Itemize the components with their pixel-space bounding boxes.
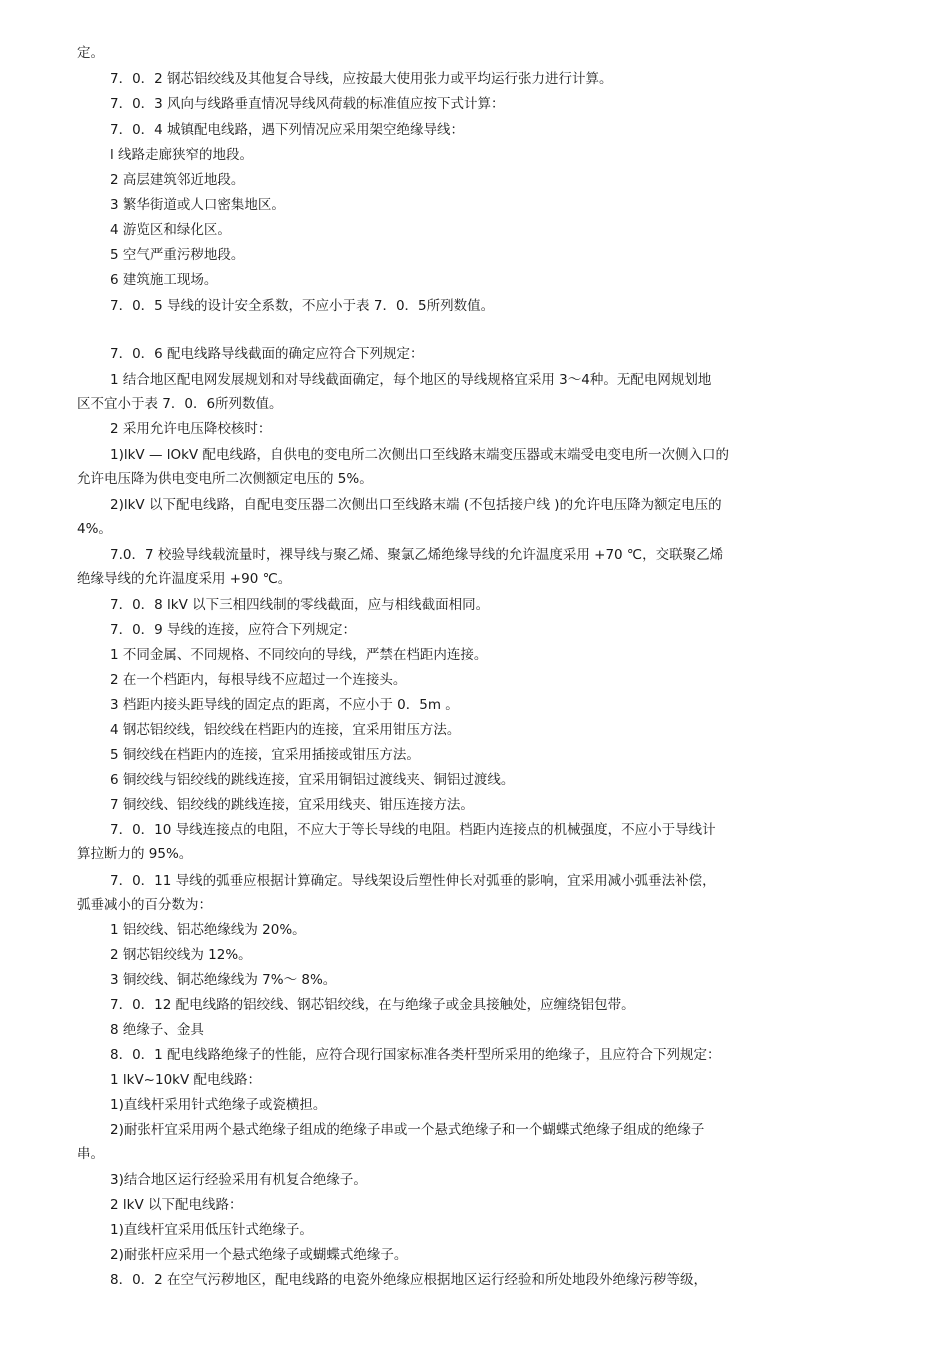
list-item: 7 铜绞线、铝绞线的跳线连接，宜采用线夹、钳压连接方法。 bbox=[110, 797, 474, 813]
text-line: 算拉断力的 95%。 bbox=[77, 846, 193, 862]
list-item: 2 lkV 以下配电线路： bbox=[110, 1197, 243, 1213]
list-item: 4 钢芯铝绞线，铝绞线在档距内的连接，宜采用钳压方法。 bbox=[110, 722, 461, 738]
list-item: 1 铝绞线、铝芯绝缘线为 20%。 bbox=[110, 922, 306, 938]
list-item: 3 档距内接头距导线的固定点的距离，不应小于 0．5m 。 bbox=[110, 697, 459, 713]
text-line: 1 结合地区配电网发展规划和对导线截面确定，每个地区的导线规格宜采用 3～4种。无配电网规划地 bbox=[110, 372, 712, 388]
list-item: 4 游览区和绿化区。 bbox=[110, 222, 231, 238]
list-item: 6 铜绞线与铝绞线的跳线连接，宜采用铜铝过渡线夹、铜铝过渡线。 bbox=[110, 772, 515, 788]
list-item: 1)直线杆宜采用低压针式绝缘子。 bbox=[110, 1222, 313, 1238]
text-line: 2)lkV 以下配电线路，自配电变压器二次侧出口至线路末端 (不包括接户线 )的允许电压降为额定电压的 bbox=[110, 497, 722, 513]
clause-7-0-8: 7．0．8 lkV 以下三相四线制的零线截面，应与相线截面相同。 bbox=[110, 597, 490, 613]
clause-8-0-2: 8．0．2 在空气污秽地区，配电线路的电瓷外绝缘应根据地区运行经验和所处地段外绝缘污秽等级， bbox=[110, 1272, 708, 1288]
list-item: 2 钢芯铝绞线为 12%。 bbox=[110, 947, 252, 963]
text-line: 4%。 bbox=[77, 521, 112, 537]
list-item: 6 建筑施工现场。 bbox=[110, 272, 218, 288]
clause-7-0-2: 7．0．2 钢芯铝绞线及其他复合导线，应按最大使用张力或平均运行张力进行计算。 bbox=[110, 71, 613, 87]
text-line: 允许电压降为供电变电所二次侧额定电压的 5%。 bbox=[77, 471, 373, 487]
list-item: 2)耐张杆宜采用两个悬式绝缘子组成的绝缘子串或一个悬式绝缘子和一个蝴蝶式绝缘子组成的绝缘子 bbox=[110, 1122, 705, 1138]
list-item: 2)耐张杆应采用一个悬式绝缘子或蝴蝶式绝缘子。 bbox=[110, 1247, 408, 1263]
list-item: 2 高层建筑邻近地段。 bbox=[110, 172, 245, 188]
clause-7-0-7: 7.0．7 校验导线载流量时，裸导线与聚乙烯、聚氯乙烯绝缘导线的允许温度采用 +70 ℃，交联聚乙烯 bbox=[110, 547, 724, 563]
text-line: 弧垂减小的百分数为： bbox=[77, 897, 212, 913]
list-item: 1 不同金属、不同规格、不同绞向的导线，严禁在档距内连接。 bbox=[110, 647, 488, 663]
text-line: 串。 bbox=[77, 1146, 104, 1162]
clause-7-0-5: 7．0．5 导线的设计安全系数，不应小于表 7．0．5所列数值。 bbox=[110, 298, 495, 314]
list-item: 2 在一个档距内，每根导线不应超过一个连接头。 bbox=[110, 672, 407, 688]
text-line: 1)lkV — lOkV 配电线路，自供电的变电所二次侧出口至线路末端变压器或末端受电变电所一次侧入口的 bbox=[110, 447, 729, 463]
clause-7-0-4: 7．0．4 城镇配电线路，遇下列情况应采用架空绝缘导线： bbox=[110, 122, 465, 138]
list-item: 3 繁华街道或人口密集地区。 bbox=[110, 197, 285, 213]
clause-7-0-12: 7．0．12 配电线路的铝绞线、钢芯铝绞线，在与绝缘子或金具接触处，应缠绕铝包带。 bbox=[110, 997, 635, 1013]
clause-8-0-1: 8．0．1 配电线路绝缘子的性能，应符合现行国家标准各类杆型所采用的绝缘子，且应符合下列规定： bbox=[110, 1047, 721, 1063]
list-item: 3)结合地区运行经验采用有机复合绝缘子。 bbox=[110, 1172, 367, 1188]
list-item: 2 采用允许电压降校核时： bbox=[110, 421, 272, 437]
section-heading: 8 绝缘子、金具 bbox=[110, 1022, 204, 1038]
list-item: l 线路走廊狭窄的地段。 bbox=[110, 147, 254, 163]
clause-7-0-9: 7．0．9 导线的连接，应符合下列规定： bbox=[110, 622, 357, 638]
text-line: 区不宜小于表 7．0．6所列数值。 bbox=[77, 396, 283, 412]
list-item: 1)直线杆采用针式绝缘子或瓷横担。 bbox=[110, 1097, 327, 1113]
list-item: 5 空气严重污秽地段。 bbox=[110, 247, 245, 263]
text-line: 绝缘导线的允许温度采用 +90 ℃。 bbox=[77, 571, 292, 587]
list-item: 3 铜绞线、铜芯绝缘线为 7%～ 8%。 bbox=[110, 972, 337, 988]
clause-7-0-6: 7．0．6 配电线路导线截面的确定应符合下列规定： bbox=[110, 346, 424, 362]
list-item: 5 铜绞线在档距内的连接，宜采用插接或钳压方法。 bbox=[110, 747, 420, 763]
clause-7-0-11: 7．0．11 导线的弧垂应根据计算确定。导线架设后塑性伸长对弧垂的影响，宜采用减小弧垂法补偿， bbox=[110, 873, 716, 889]
clause-7-0-3: 7．0．3 风向与线路垂直情况导线风荷载的标准值应按下式计算： bbox=[110, 96, 505, 112]
list-item: 1 lkV~10kV 配电线路： bbox=[110, 1072, 262, 1088]
clause-7-0-10: 7．0．10 导线连接点的电阻，不应大于等长导线的电阻。档距内连接点的机械强度，不应小于导线计 bbox=[110, 822, 716, 838]
text-line: 定。 bbox=[77, 45, 104, 61]
